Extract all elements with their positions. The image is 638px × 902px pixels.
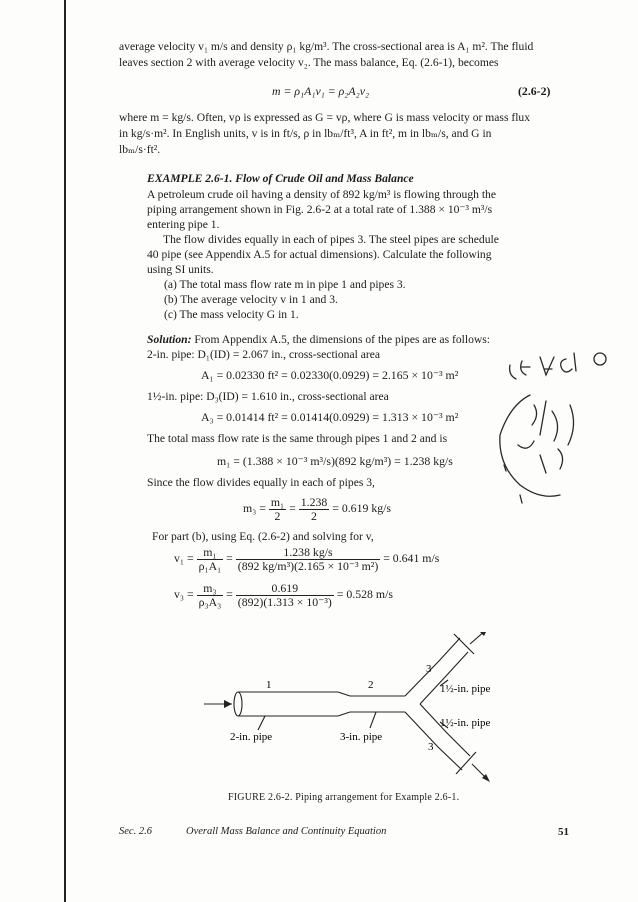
example-line-6: using SI units.: [147, 263, 214, 276]
equation-a3: A₃ = 0.01414 ft² = 0.01414(0.0929) = 1.313 × 10⁻³ m²: [201, 410, 459, 424]
reducer: [338, 692, 350, 716]
leader-2in: [258, 716, 265, 730]
solution-line-6: For part (b), using Eq. (2.6-2) and solving for v,: [152, 530, 374, 543]
label-2in-pipe: 2-in. pipe: [230, 731, 273, 743]
equation-m3: [243, 496, 391, 523]
example-item-c: (c) The mass velocity G in 1.: [164, 308, 299, 321]
solution-intro: From Appendix A.5, the dimensions of the pipes are as follows:: [194, 333, 490, 346]
m3-numerator-2: 1.238: [300, 495, 328, 509]
label-3-top: 3: [426, 663, 432, 675]
solution-line-4: The total mass flow rate is the same through pipes 1 and 2 and is: [147, 432, 448, 445]
page-binding-edge: [64, 0, 66, 902]
example-line-1: A petroleum crude oil having a density of 892 kg/m³ is flowing through the: [147, 188, 496, 201]
equation-v1: [174, 546, 439, 573]
v3-numerator-2: 0.619: [236, 582, 334, 596]
m3-fraction-2: [299, 496, 330, 523]
example-line-3: entering pipe 1.: [147, 218, 220, 231]
v3-lhs: v₃ =: [174, 587, 194, 602]
m3-denominator-2: 2: [311, 509, 317, 523]
intro-line-1: average velocity v₁ m/s and density ρ₁ kg/m³. The cross-sectional area is A₁ m². The fluid: [119, 40, 534, 53]
example-item-a: (a) The total mass flow rate m in pipe 1 and pipes 3.: [164, 278, 406, 291]
branch-top-inner: [420, 652, 468, 704]
v1-lhs: v₁ =: [174, 551, 194, 566]
solution-line-2: 2-in. pipe: D₁(ID) = 2.067 in., cross-sectional area: [147, 348, 381, 361]
v3-fraction-1: [197, 582, 224, 609]
equation-v3: [174, 582, 393, 609]
v1-rhs: = 0.641 m/s: [383, 551, 440, 566]
v1-fraction-1: [197, 546, 224, 573]
m3-denominator-1: 2: [274, 509, 281, 523]
intro-line-3: where m = kg/s. Often, vρ is expressed as G = vρ, where G is mass velocity or mass flux: [119, 111, 531, 124]
intro-line-5: lbₘ/s·ft².: [119, 143, 161, 156]
pipe-1-inlet: [234, 692, 242, 716]
example-item-b: (b) The average velocity v in 1 and 3.: [164, 293, 338, 306]
label-top-pipe: 1½-in. pipe: [440, 683, 491, 695]
equation-a1: A₁ = 0.02330 ft² = 0.02330(0.0929) = 2.165 × 10⁻³ m²: [201, 368, 459, 382]
handwritten-annotation: [470, 345, 630, 515]
figure-caption: FIGURE 2.6-2. Piping arrangement for Example 2.6-1.: [228, 792, 460, 803]
equation-number: (2.6-2): [518, 84, 551, 98]
equation-2-6-2: m = ρ₁A₁v₁ = ρ₂A₂v₂: [272, 84, 370, 98]
v3-numerator-1: m₃: [197, 582, 224, 596]
label-3in-pipe: 3-in. pipe: [340, 731, 383, 743]
v3-equals: =: [226, 587, 233, 602]
intro-line-2: leaves section 2 with average velocity v₂. The mass balance, Eq. (2.6-1), becomes: [119, 56, 499, 69]
label-bottom-pipe: 1½-in. pipe: [440, 717, 491, 729]
example-heading: EXAMPLE 2.6-1. Flow of Crude Oil and Mass Balance: [147, 172, 414, 185]
example-line-5: 40 pipe (see Appendix A.5 for actual dimensions). Calculate the following: [147, 248, 492, 261]
branch-top-end: [454, 634, 474, 654]
label-3-bottom: 3: [428, 741, 434, 753]
v3-denominator-1: ρ₃A₃: [198, 595, 222, 609]
solution-line-5: Since the flow divides equally in each of pipes 3,: [147, 476, 375, 489]
m3-equals: =: [289, 501, 296, 516]
label-1: 1: [266, 679, 272, 691]
example-line-2: piping arrangement shown in Fig. 2.6-2 at a total rate of 1.388 × 10⁻³ m³/s: [147, 203, 493, 216]
solution-label: Solution:: [147, 333, 192, 346]
v1-denominator-1: ρ₁A₁: [198, 559, 222, 573]
example-line-4: The flow divides equally in each of pipes 3. The steel pipes are schedule: [163, 233, 499, 246]
v3-fraction-2: [236, 582, 334, 609]
intro-line-4: in kg/s·m². In English units, v is in ft/s, ρ in lbₘ/ft³, A in ft², m in lbₘ/s, and G in: [119, 127, 492, 140]
piping-diagram: [190, 632, 530, 792]
v3-rhs: = 0.528 m/s: [336, 587, 393, 602]
page-number: 51: [558, 826, 569, 838]
leader-3in: [370, 712, 376, 728]
m3-lhs: m₃ =: [243, 501, 266, 516]
inlet-arrowhead: [224, 700, 232, 708]
m3-numerator-1: m₁: [270, 495, 285, 509]
v1-numerator-2: 1.238 kg/s: [236, 546, 380, 560]
m3-rhs: = 0.619 kg/s: [332, 501, 391, 516]
equation-m1: m₁ = (1.388 × 10⁻³ m³/s)(892 kg/m³) = 1.238 kg/s: [217, 454, 453, 468]
footer-title: Overall Mass Balance and Continuity Equation: [186, 826, 387, 837]
v3-denominator-2: (892)(1.313 × 10⁻³): [237, 595, 332, 609]
solution-line-3: 1½-in. pipe: D₃(ID) = 1.610 in., cross-sectional area: [147, 390, 389, 403]
v1-denominator-2: (892 kg/m³)(2.165 × 10⁻³ m²): [237, 559, 379, 573]
v1-numerator-1: m₁: [197, 546, 224, 560]
footer-section: Sec. 2.6: [119, 826, 152, 837]
label-2: 2: [368, 679, 374, 691]
m3-fraction-1: [269, 496, 286, 523]
branch-bottom-end: [456, 752, 476, 774]
v1-equals: =: [226, 551, 233, 566]
v1-fraction-2: [236, 546, 380, 573]
solution-line-1: [147, 333, 490, 347]
